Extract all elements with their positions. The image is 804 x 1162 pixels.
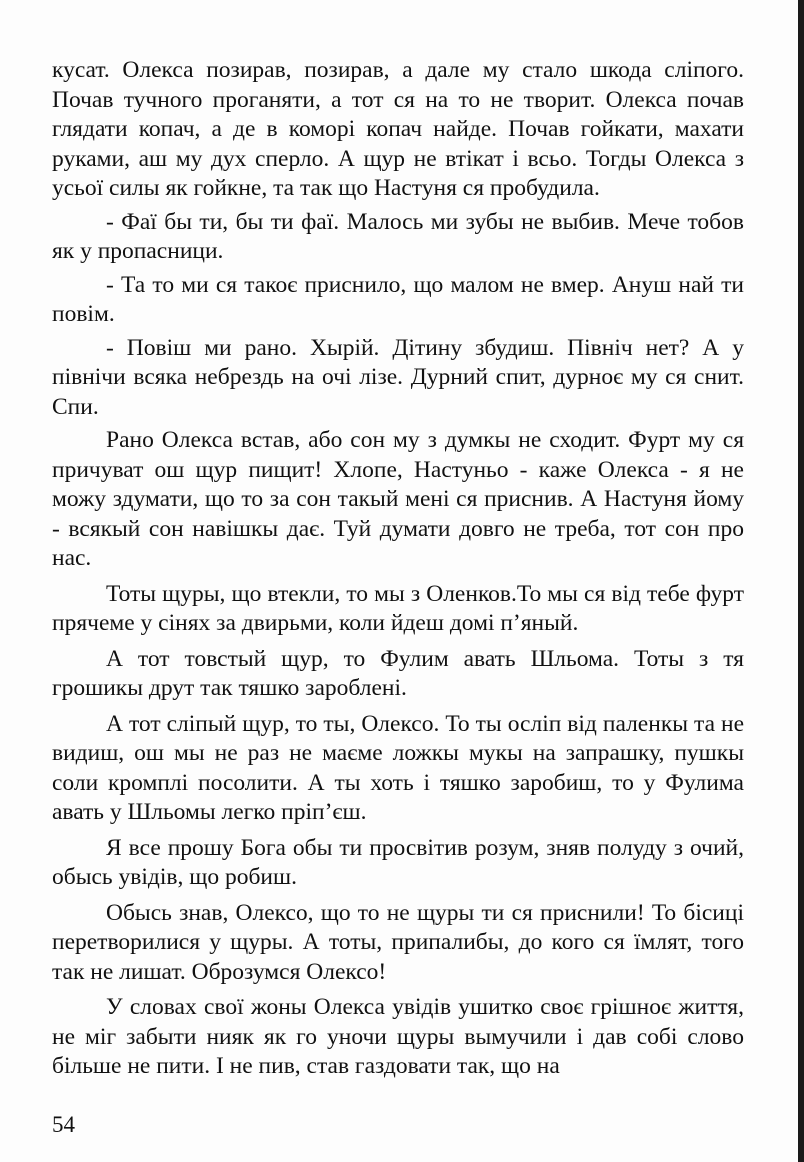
paragraph: А тот сліпый щур, то ты, Олексо. То ты осліп від паленкы та не видиш, ош мы не раз не маєме ложкы мукы на запрашку, пушкы соли кромплі посолити. А ты хоть і тяшко заробиш, то у Фулима авать у Шльомы легко пріп’єш. <box>52 710 744 825</box>
paragraph: - Та то ми ся такоє приснило, що малом не вмер. Ануш най ти повім. <box>52 271 744 327</box>
paragraph: - Повіш ми рано. Хырій. Дітину збудиш. Північ нет? А у північи всяка небрездь на очі лізе. Дурний спит, дурноє му ся снит. Спи. <box>52 334 744 420</box>
paragraph: А тот товстый щур, то Фулим авать Шльома. Тоты з тя грошикы друт так тяшко зароблені. <box>52 645 744 701</box>
paragraph: У словах свої жоны Олекса увідів ушитко своє грішноє життя, не міг забыти нияк як го уночи щуры вымучили і дав собі слово більше не пити. І не пив, став газдовати так, що на <box>52 994 744 1079</box>
paragraph: Рано Олекса встав, або сон му з думкы не сходит. Фурт му ся причуват ош щур пищит! Хлопе, Настуньо - каже Олекса - я не можу здумати, що то за сон такый мені ся приснив. А Настуня йому - всякый сон навішкы дає. Туй думати довго не треба, тот сон про нас. <box>52 427 744 571</box>
paragraph: - Фаї бы ти, бы ти фаї. Малось ми зубы не выбив. Мече тобов як у пропасници. <box>52 208 744 264</box>
page-edge-shadow <box>798 0 804 1162</box>
paragraph: Я все прошу Бога обы ти просвітив розум, зняв полуду з очий, обысь увідів, що робиш. <box>52 834 744 890</box>
paragraph: Обысь знав, Олексо, що то не щуры ти ся приснили! То бісиці перетворилися у щуры. А тоты, припалибы, до кого ся їмлят, того так не лишат. Оброзумся Олексо! <box>52 899 744 985</box>
paragraph: кусат. Олекса позирав, позирав, а дале му стало шкода сліпого. Почав тучного проганяти, а тот ся на то не творит. Олекса почав глядати копач, а де в коморі копач найде. Почав гойкати, махати руками, аш му дух сперло. А щур не втікат і всьо. Тогды Олекса з усьої силы як гойкне, та так що Настуня ся пробудила. <box>52 57 744 201</box>
page-number: 54 <box>52 1112 75 1137</box>
paragraph: Тоты щуры, що втекли, то мы з Оленков.То мы ся від тебе фурт прячеме у сінях за двирьми, коли йдеш домі п’яный. <box>52 580 744 636</box>
body-text <box>52 56 744 1082</box>
